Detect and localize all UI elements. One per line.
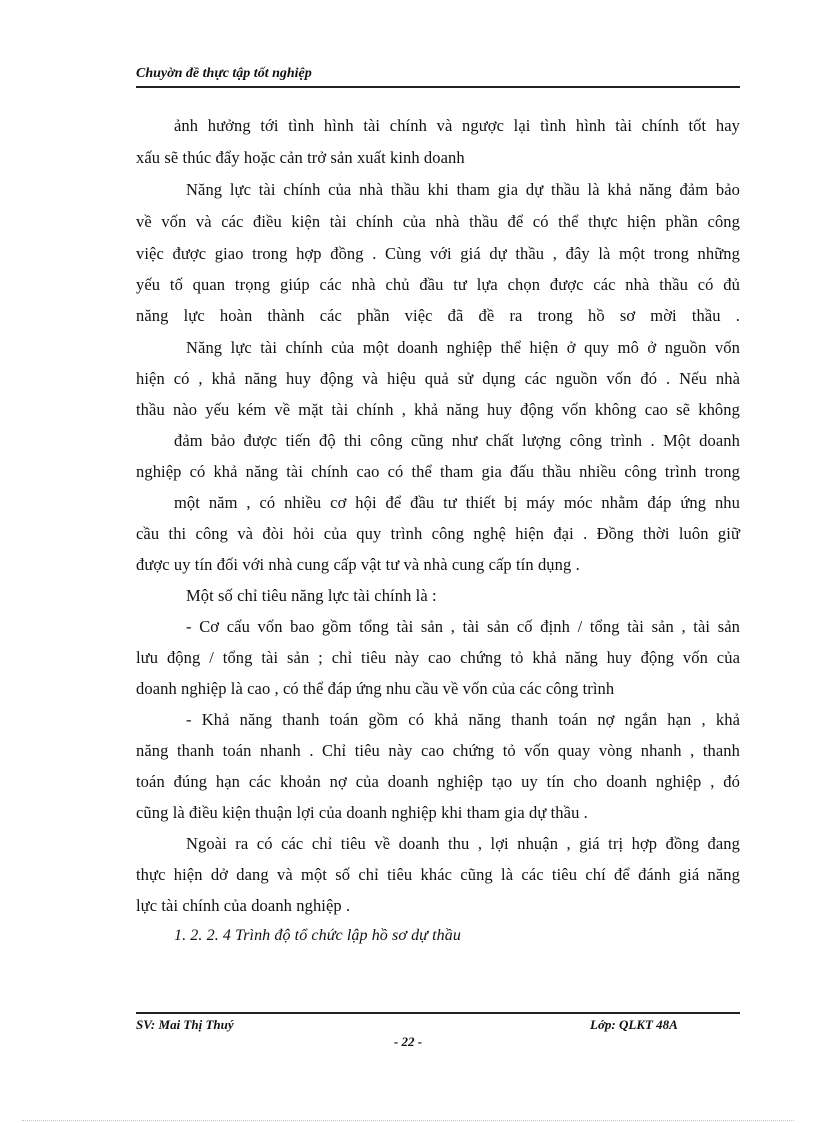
text-line: xấu sẽ thúc đẩy hoặc cản trở sản xuất kinh doanh (136, 148, 465, 167)
text-line: yếu tố quan trọng giúp các nhà chủ đầu tư lựa chọn được các nhà thầu có đủ (136, 275, 740, 294)
header-divider (136, 86, 740, 88)
page-number: - 22 - (393, 1034, 423, 1049)
text-line: - Cơ cấu vốn bao gồm tổng tài sản , tài sản cố định / tổng tài sản , tài sản (186, 617, 740, 636)
text-line: cũng là điều kiện thuận lợi của doanh nghiệp khi tham gia dự thầu . (136, 803, 588, 822)
text-line: toán đúng hạn các khoản nợ của doanh nghiệp tạo uy tín cho doanh nghiệp , đó (136, 772, 740, 791)
text-line: năng thanh toán nhanh . Chỉ tiêu này cao chứng tỏ vốn quay vòng nhanh , thanh (136, 741, 740, 760)
footer-student-name: SV: Mai Thị Thuý (136, 1017, 234, 1032)
text-line: nghiệp có khả năng tài chính cao có thể tham gia đấu thầu nhiều công trình trong (136, 462, 740, 481)
text-line: việc được giao trong hợp đồng . Cùng với giá dự thầu , đây là một trong những (136, 244, 740, 263)
text-line: cầu thi công và đòi hỏi của quy trình công nghệ hiện đại . Đồng thời luôn giữ (136, 524, 740, 543)
section-heading: 1. 2. 2. 4 Trình độ tổ chức lập hồ sơ dự thầu (174, 927, 461, 944)
text-line: đảm bảo được tiến độ thi công cũng như chất lượng công trình . Một doanh (174, 431, 740, 450)
text-line: lưu động / tổng tài sản ; chỉ tiêu này cao chứng tỏ khả năng huy động vốn của (136, 648, 740, 667)
text-line: Năng lực tài chính của nhà thầu khi tham gia dự thầu là khả năng đảm bảo (186, 180, 740, 199)
text-line: hiện có , khả năng huy động và hiệu quả sử dụng các nguồn vốn đó . Nếu nhà (136, 369, 740, 388)
text-line: - Khả năng thanh toán gồm có khả năng thanh toán nợ ngắn hạn , khả (186, 710, 740, 729)
text-line: thực hiện dở dang và một số chỉ tiêu khác cũng là các tiêu chí để đánh giá năng (136, 865, 740, 884)
text-line: được uy tín đối với nhà cung cấp vật tư và nhà cung cấp tín dụng . (136, 555, 580, 574)
page-edge-dotted-line (22, 1120, 794, 1121)
text-line: ảnh hưởng tới tình hình tài chính và ngược lại tình hình tài chính tốt hay (174, 116, 740, 135)
text-line: doanh nghiệp là cao , có thể đáp ứng nhu cầu về vốn của các công trình (136, 679, 615, 698)
page-header-title: Chuyờn đề thực tập tốt nghiệp (136, 66, 312, 81)
text-line: lực tài chính của doanh nghiệp . (136, 896, 351, 915)
text-line: Năng lực tài chính của một doanh nghiệp thể hiện ở quy mô ở nguồn vốn (186, 338, 740, 357)
text-line: Ngoài ra có các chỉ tiêu về doanh thu , lợi nhuận , giá trị hợp đồng đang (186, 834, 740, 853)
text-line: một năm , có nhiều cơ hội để đầu tư thiết bị máy móc nhằm đáp ứng nhu (174, 493, 740, 512)
footer-class-name: Lớp: QLKT 48A (590, 1017, 678, 1032)
text-line: Một số chỉ tiêu năng lực tài chính là : (186, 586, 437, 605)
footer-divider (136, 1012, 740, 1014)
text-line: năng lực hoàn thành các phần việc đã đề ra trong hồ sơ mời thầu . (136, 306, 740, 325)
text-line: thầu nào yếu kém về mặt tài chính , khả năng huy động vốn không cao sẽ không (136, 400, 740, 419)
text-line: về vốn và các điều kiện tài chính của nhà thầu để có thể thực hiện phần công (136, 212, 740, 231)
